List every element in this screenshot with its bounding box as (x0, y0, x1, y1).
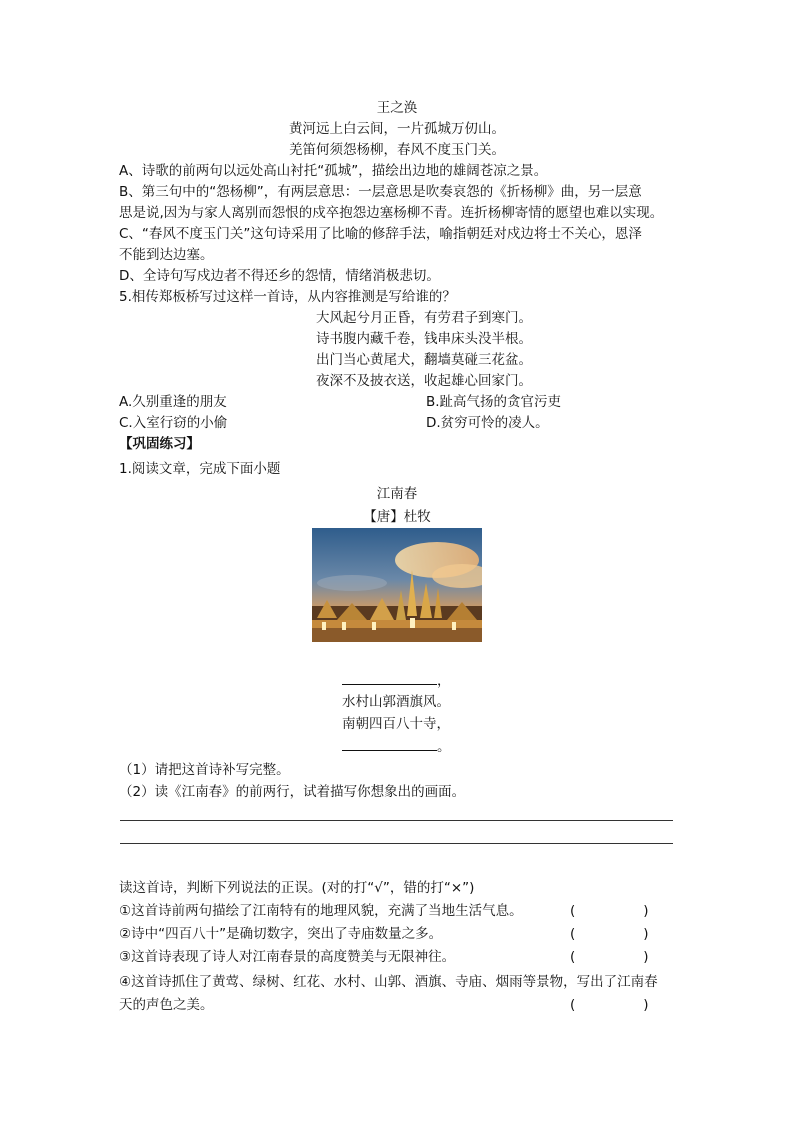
poem-dynasty-author: 【唐】杜牧 (363, 509, 431, 525)
judge-answer-4[interactable] (570, 995, 649, 1015)
option-d: D、全诗句写戍边者不得还乡的怨情，情绪消极悲切。 (119, 268, 440, 284)
blank-line-1[interactable] (342, 670, 451, 691)
q5-option-c: C.入室行窃的小偷 (119, 415, 228, 431)
judge-answer-2[interactable] (570, 924, 649, 944)
judge-item-1: ①这首诗前两句描绘了江南特有的地理风貌，充满了当地生活气息。 (119, 903, 523, 919)
poem-author: 王之涣 (376, 100, 418, 116)
judge-item-4-cont: 天的声色之美。 (119, 997, 214, 1013)
q5-poem-line-3: 出门当心黄尾犬，翻墙莫碰三花盆。 (316, 352, 532, 368)
poem-line-1: 黄河远上白云间，一片孤城万仞山。 (289, 121, 505, 137)
option-b-line-1: B、第三句中的“怨杨柳”，有两层意思：一层意思是吹奏哀怨的《折杨柳》曲，另一层意 (119, 184, 642, 200)
judge-item-2: ②诗中“四百八十”是确切数字，突出了寺庙数量之多。 (119, 926, 443, 942)
answer-line-1[interactable] (120, 820, 673, 821)
poem-blank-4[interactable] (342, 736, 437, 751)
judge-stem: 读这首诗，判断下列说法的正误。(对的打“√”，错的打“×”) (119, 880, 475, 896)
blank-line-4[interactable] (342, 736, 451, 757)
practice-question-1: 1.阅读文章，完成下面小题 (119, 461, 281, 477)
q5-poem-line-1: 大风起兮月正昏，有劳君子到寒门。 (316, 310, 532, 326)
judge-answer-1[interactable] (570, 901, 649, 921)
option-a: A、诗歌的前两句以远处高山衬托“孤城”，描绘出边地的雄阔苍凉之景。 (119, 163, 548, 179)
judge-answer-3[interactable] (570, 947, 649, 967)
question-5-stem: 5.相传郑板桥写过这样一首诗，从内容推测是写给谁的？ (119, 289, 456, 305)
option-c-line-2: 不能到达边塞。 (119, 247, 214, 263)
blank-4-punct: 。 (437, 739, 451, 755)
option-b-line-2: 思是说,因为与家人离别而怨恨的戍卒抱怨边塞杨柳不青。连折杨柳寄情的愿望也难以实现。 (119, 205, 664, 221)
paren-right: ) (643, 926, 649, 942)
sub-question-1: （1）请把这首诗补写完整。 (119, 762, 290, 778)
q5-option-b: B.趾高气扬的贪官污吏 (426, 394, 562, 410)
poem-title: 江南春 (376, 486, 418, 502)
blank-1-punct: ， (437, 673, 451, 689)
paren-right: ) (643, 949, 649, 965)
temple-photo-icon (312, 528, 482, 642)
paren-right: ) (643, 903, 649, 919)
paren-right: ) (643, 997, 649, 1013)
paren-left: ( (570, 903, 576, 919)
poem-line-3-jiangnan: 南朝四百八十寺， (342, 716, 450, 732)
option-c-line-1: C、“春风不度玉门关”这句诗采用了比喻的修辞手法，喻指朝廷对戍边将士不关心，恩泽 (119, 226, 642, 242)
judge-item-4: ④这首诗抓住了黄莺、绿树、红花、水村、山郭、酒旗、寺庙、烟雨等景物，写出了江南春 (119, 974, 658, 990)
poem-blank-1[interactable] (342, 670, 437, 685)
paren-left: ( (570, 926, 576, 942)
paren-left: ( (570, 949, 576, 965)
judge-item-3: ③这首诗表现了诗人对江南春景的高度赞美与无限神往。 (119, 949, 456, 965)
poem-line-2: 羌笛何须怨杨柳，春风不度玉门关。 (289, 142, 505, 158)
sub-question-2: （2）读《江南春》的前两行，试着描写你想象出的画面。 (119, 784, 466, 800)
q5-option-a: A.久别重逢的朋友 (119, 394, 227, 410)
q5-poem-line-4: 夜深不及披衣送，收起雄心回家门。 (316, 373, 532, 389)
poem-line-2-jiangnan: 水村山郭酒旗风。 (342, 694, 450, 710)
answer-line-2[interactable] (120, 843, 673, 844)
practice-heading: 【巩固练习】 (119, 436, 200, 452)
paren-left: ( (570, 997, 576, 1013)
q5-poem-line-2: 诗书腹内藏千卷，钱串床头没半根。 (316, 331, 532, 347)
q5-option-d: D.贫穷可怜的凌人。 (426, 415, 549, 431)
